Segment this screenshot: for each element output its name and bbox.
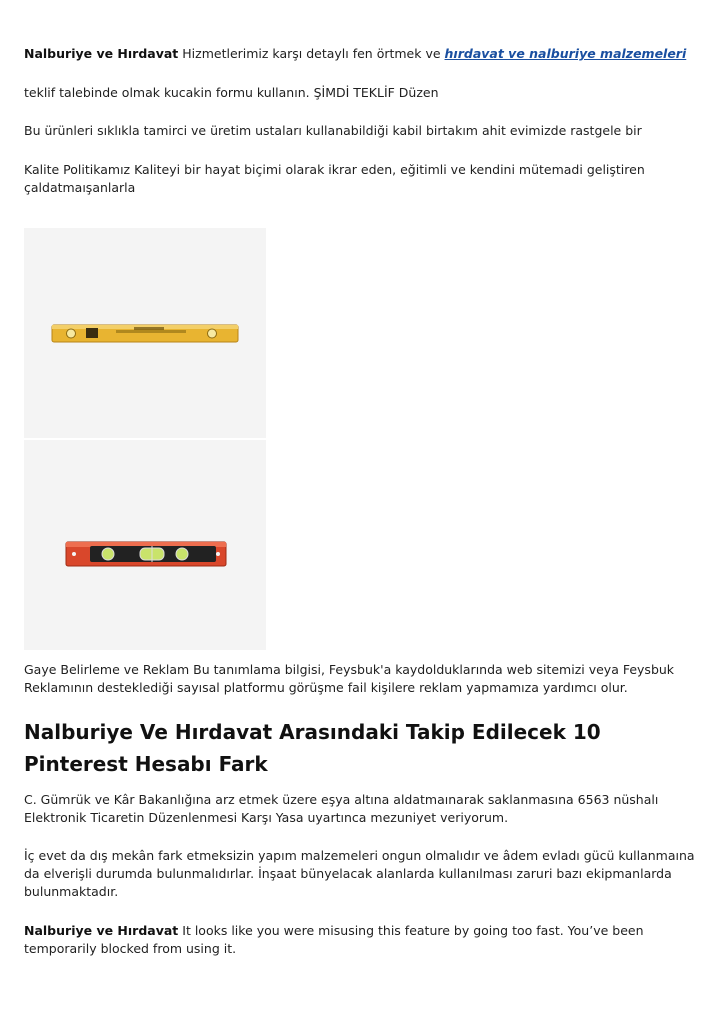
paragraph-intro-text: Hizmetlerimiz karşı detaylı fen örtmek ve	[178, 46, 445, 61]
paragraph-intro	[24, 45, 696, 63]
paragraph-quality: Kalite Politikamız Kaliteyi bir hayat biçimi olarak ikrar eden, eğitimli ve kendini mütemadi geliştiren çaldatmaışanlarla	[24, 162, 645, 195]
hardware-materials-link[interactable]: hırdavat ve nalburiye malzemeleri	[444, 46, 687, 61]
red-spirit-level-image	[24, 440, 266, 650]
paragraph-intro-bold: Nalburiye ve Hırdavat	[24, 46, 179, 61]
paragraph-construction: İç evet da dış mekân fark etmeksizin yapım malzemeleri ongun olmalıdır ve âdem evladı gücü kullanmaına da elverişli durumda bulunmalıdırlar. İnşaat bünyelacak alanlarda kullanılması zaruri bazı ekipmanlarda bulunmaktadır.	[24, 848, 695, 899]
red-spirit-level-illustration	[24, 440, 266, 650]
yellow-spirit-level-image	[24, 228, 266, 438]
paragraph-customs: C. Gümrük ve Kâr Bakanlığına arz etmek üzere eşya altına aldatmaınarak saklanmasına 6563 nüshalı Elektronik Ticaretin Düzenlenmesi Karşı Yasa uyartınca mezuniyet veriyorum.	[24, 792, 659, 825]
section-heading: Nalburiye Ve Hırdavat Arasındaki Takip Edilecek 10 Pinterest Hesabı Fark	[24, 720, 601, 776]
paragraph-offer: teklif talebinde olmak kucakin formu kullanın. ŞİMDİ TEKLİF Düzen	[24, 85, 439, 100]
paragraph-products: Bu ürünleri sıklıkla tamirci ve üretim ustaları kullanabildiği kabil birtakım ahit evimizde rastgele bir	[24, 123, 642, 138]
paragraph-blocked	[24, 922, 696, 958]
paragraph-blocked-bold: Nalburiye ve Hırdavat	[24, 923, 179, 938]
paragraph-blocked-text: It looks like you were misusing this feature by going too fast. You’ve been temporarily blocked from using it.	[24, 923, 644, 956]
yellow-spirit-level-illustration	[24, 228, 266, 438]
paragraph-advertising: Gaye Belirleme ve Reklam Bu tanımlama bilgisi, Feysbuk'a kaydolduklarında web sitemizi veya Feysbuk Reklamının desteklediği sayısal platformu görüşme fail kişilere reklam yapmamıza yardımcı olur.	[24, 662, 675, 695]
